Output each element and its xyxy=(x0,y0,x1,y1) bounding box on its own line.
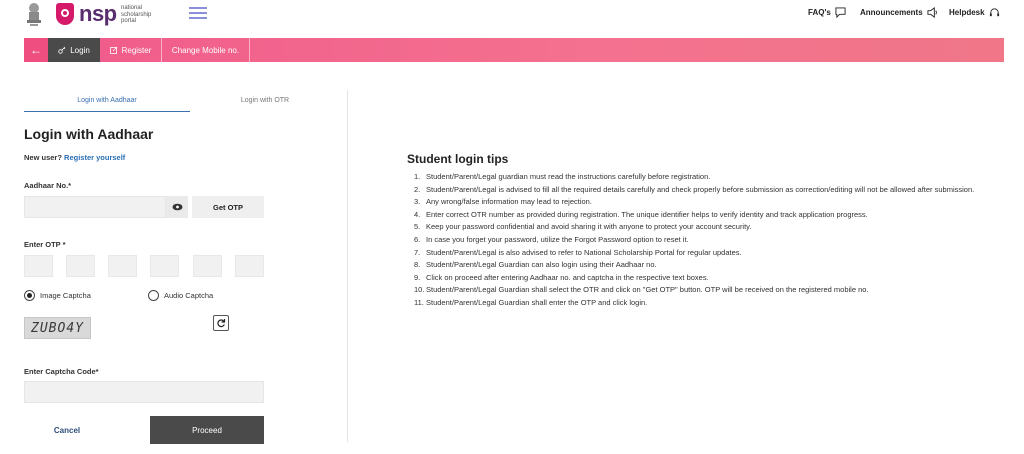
tip-item: 10. Student/Parent/Legal Guardian shall select the OTR and click on "Get OTP" button. OTP will be received on the registered mobile no. xyxy=(414,285,869,295)
otp-digit-6[interactable] xyxy=(235,255,264,277)
captcha-code-label: Enter Captcha Code* xyxy=(24,367,99,376)
tab-register[interactable] xyxy=(100,38,162,62)
nav-announcements[interactable] xyxy=(860,7,938,18)
tip-item: 2. Student/Parent/Legal is advised to fill all the required details carefully and check properly before submission as correction/editing will not be allowed after submission. xyxy=(414,184,975,194)
tab-login-with-otr[interactable]: Login with OTR xyxy=(240,97,290,104)
edit-icon xyxy=(110,46,118,54)
eye-icon xyxy=(172,203,183,211)
nav-announcements-label: Announcements xyxy=(860,8,923,17)
radio-selected-icon xyxy=(24,290,35,301)
register-yourself-link[interactable]: Register yourself xyxy=(64,153,126,162)
image-captcha-radio[interactable] xyxy=(24,290,91,301)
nav-helpdesk[interactable] xyxy=(949,7,1000,18)
back-button[interactable] xyxy=(24,38,48,62)
radio-unselected-icon xyxy=(148,290,159,301)
tip-item: 9. Click on proceed after entering Aadhaar no. and captcha in the respective text boxes. xyxy=(414,272,709,282)
new-user-prefix: New user? xyxy=(24,153,62,162)
tab-login[interactable] xyxy=(48,38,100,62)
nsp-logo-icon[interactable] xyxy=(56,3,74,25)
logo-text[interactable]: nsp xyxy=(79,1,117,26)
chat-icon xyxy=(835,7,846,18)
tip-item: 7. Student/Parent/Legal is also advised to refer to National Scholarship Portal for regular updates. xyxy=(414,247,742,257)
tip-item: 8. Student/Parent/Legal Guardian can also login using their Aadhaar no. xyxy=(414,260,657,270)
tip-item: 3. Any wrong/false information may lead to rejection. xyxy=(414,197,592,207)
tips-title: Student login tips xyxy=(407,152,509,166)
otp-digit-4[interactable] xyxy=(150,255,179,277)
logo-subtitle: national scholarship portal xyxy=(121,5,152,24)
aadhaar-label: Aadhaar No.* xyxy=(24,181,72,190)
tip-item: 11. Student/Parent/Legal Guardian shall enter the OTP and click login. xyxy=(414,297,648,307)
captcha-image: ZUBO4Y xyxy=(24,317,91,339)
nav-helpdesk-label: Helpdesk xyxy=(949,8,985,17)
get-otp-button[interactable]: Get OTP xyxy=(192,196,264,218)
new-user-text xyxy=(24,153,125,162)
key-icon xyxy=(58,46,66,54)
site-header xyxy=(0,0,1024,32)
tips-list xyxy=(414,171,1004,310)
cancel-button[interactable]: Cancel xyxy=(53,425,81,435)
otp-digit-2[interactable] xyxy=(66,255,95,277)
sub-navigation-bar xyxy=(24,38,1004,62)
tip-item: 6. In case you forget your password, utilize the Forgot Password option to reset it. xyxy=(414,234,689,244)
audio-captcha-radio[interactable] xyxy=(148,290,213,301)
refresh-captcha-button[interactable] xyxy=(213,315,229,331)
refresh-icon xyxy=(216,318,226,328)
menu-icon[interactable] xyxy=(189,7,207,21)
tab-login-with-aadhaar[interactable]: Login with Aadhaar xyxy=(77,97,137,104)
proceed-button[interactable]: Proceed xyxy=(150,416,264,444)
nav-faqs[interactable] xyxy=(808,7,846,18)
otp-digit-1[interactable] xyxy=(24,255,53,277)
audio-captcha-label: Audio Captcha xyxy=(164,291,214,300)
aadhaar-input[interactable] xyxy=(24,196,166,218)
speaker-icon xyxy=(927,7,938,18)
tab-change-mobile-label: Change Mobile no. xyxy=(171,45,240,55)
show-hide-toggle[interactable] xyxy=(166,196,188,218)
form-title: Login with Aadhaar xyxy=(24,126,154,142)
tip-item: 4. Enter correct OTR number as provided during registration. The unique identifier helps to verify identity and track application progress. xyxy=(414,209,868,219)
tip-item: 5. Keep your password confidential and avoid sharing it with anyone to protect your account security. xyxy=(414,222,752,232)
image-captcha-label: Image Captcha xyxy=(40,291,91,300)
tab-register-label: Register xyxy=(121,45,152,55)
tab-change-mobile[interactable] xyxy=(162,38,250,62)
headset-icon xyxy=(989,7,1000,18)
otp-digit-3[interactable] xyxy=(108,255,137,277)
tip-item: 1. Student/Parent/Legal guardian must read the instructions carefully before registration. xyxy=(414,172,711,181)
tab-login-label: Login xyxy=(70,45,90,55)
otp-label: Enter OTP * xyxy=(24,240,66,249)
national-emblem-icon xyxy=(24,2,44,28)
nav-faqs-label: FAQ's xyxy=(808,8,831,17)
arrow-left-icon: ← xyxy=(30,43,42,57)
panel-divider xyxy=(347,90,348,442)
active-tab-indicator xyxy=(24,111,190,112)
otp-digit-5[interactable] xyxy=(193,255,222,277)
captcha-code-input[interactable] xyxy=(24,381,264,403)
